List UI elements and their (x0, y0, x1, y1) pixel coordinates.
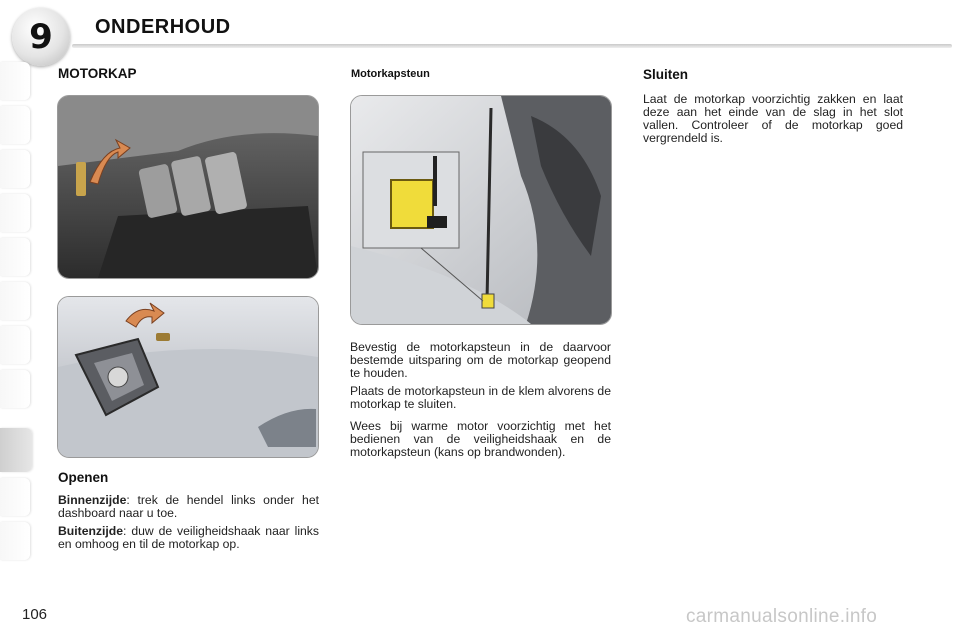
side-tab[interactable] (0, 478, 30, 516)
side-tab[interactable] (0, 370, 30, 408)
grille-hook-photo (57, 296, 319, 458)
openen-text (58, 494, 319, 556)
buitenzijde-text: : duw de veiligheidshaak naar links en omhoog en til de motorkap op. (58, 524, 319, 551)
hood-support-photo (350, 95, 612, 325)
sluiten-heading: Sluiten (643, 67, 689, 82)
side-tab[interactable] (0, 62, 30, 100)
side-tab[interactable] (0, 194, 30, 232)
side-tab[interactable] (0, 150, 30, 188)
interior-pedals-photo (57, 95, 319, 279)
section-title: MOTORKAP (58, 66, 137, 81)
side-tab-active[interactable] (0, 428, 32, 472)
side-tab[interactable] (0, 238, 30, 276)
watermark-text: carmanualsonline.info (686, 606, 878, 627)
support-paragraph-1: Bevestig de motorkapsteun in de daarvoor bestemde uitsparing om de motorkap geopend te houden. (350, 340, 611, 380)
title-rule (72, 44, 952, 48)
support-instructions (350, 341, 611, 464)
binnenzijde-text: : trek de hendel links onder het dashboard naar u toe. (58, 493, 319, 520)
chapter-badge (12, 8, 70, 66)
side-tab[interactable] (0, 522, 30, 560)
side-tab-strip (0, 62, 34, 582)
chapter-title: ONDERHOUD (95, 16, 231, 38)
openen-heading: Openen (58, 470, 109, 485)
buitenzijde-label: Buitenzijde (58, 524, 124, 538)
side-tab[interactable] (0, 106, 30, 144)
side-tab[interactable] (0, 326, 30, 364)
page-number: 106 (22, 606, 48, 623)
figure-caption: Motorkapsteun (351, 68, 430, 80)
support-paragraph-2: Plaats de motorkapsteun in de klem alvorens de motorkap te sluiten. (350, 384, 611, 411)
binnenzijde-label: Binnenzijde (58, 493, 127, 507)
chapter-number: 9 (29, 17, 53, 57)
side-tab[interactable] (0, 282, 30, 320)
support-paragraph-3: Wees bij warme motor voorzichtig met het bedienen van de veiligheidshaak en de motorkapsteun (kans op brandwonden). (350, 419, 611, 459)
sluiten-text: Laat de motorkap voorzichtig zakken en laat deze aan het einde van de slag in het slot vallen. Controleer of de motorkap goed vergrendeld is. (643, 92, 903, 145)
